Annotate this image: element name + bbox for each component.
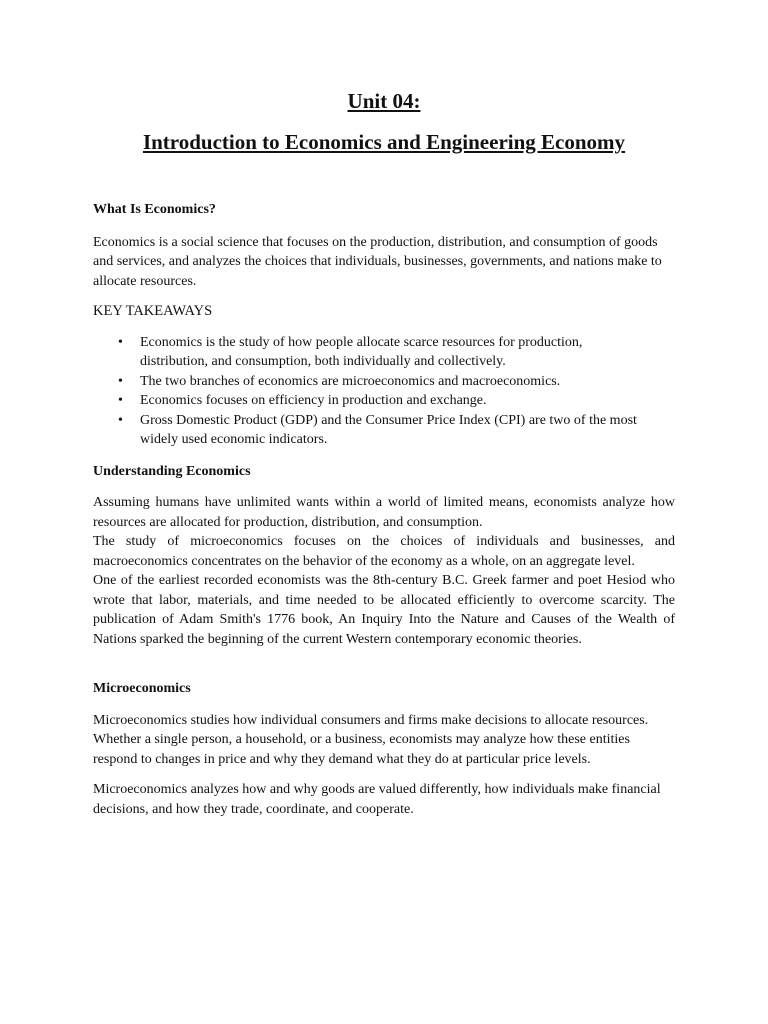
paragraph: The study of microeconomics focuses on the choices of individuals and businesses, and macroeconomics concentrates on the behavior of the economy as a whole, on an aggregate level. <box>93 534 675 569</box>
paragraph: One of the earliest recorded economists was the 8th-century B.C. Greek farmer and poet Hesiod who wrote that labor, materials, and time needed to be allocated efficiently to overcome scarcity. The publication of Adam Smith's 1776 book, An Inquiry Into the Nature and Causes of the Wealth of Nations sparked the beginning of the current Western contemporary economic theories. <box>93 573 675 647</box>
list-item <box>118 333 640 372</box>
unit-title: Unit 04: <box>347 89 421 113</box>
list-item-text: The two branches of economics are microeconomics and macroeconomics. <box>140 373 561 389</box>
list-item-text: Economics is the study of how people allocate scarce resources for production, distribution, and consumption, both individually and collectively. <box>140 334 583 369</box>
list-item <box>118 391 675 411</box>
bullet-icon: • <box>118 412 123 428</box>
section-heading-microeconomics: Microeconomics <box>93 681 191 696</box>
list-item <box>118 411 665 450</box>
document-body <box>93 200 675 819</box>
bullet-icon: • <box>118 393 123 408</box>
list-item <box>118 372 675 392</box>
paragraph-definition: Economics is a social science that focuses on the production, distribution, and consumption of goods and services, and analyzes the choices that individuals, businesses, governments, and nations make to allocate resources. <box>93 234 662 289</box>
key-takeaways-list <box>93 333 675 450</box>
section-heading-understanding-economics: Understanding Economics <box>93 463 251 479</box>
list-item-text: Economics focuses on efficiency in production and exchange. <box>140 393 487 408</box>
section-heading-what-is-economics: What Is Economics? <box>93 202 216 217</box>
paragraph: Assuming humans have unlimited wants within a world of limited means, economists analyze how resources are allocated for production, distribution, and consumption. <box>93 495 675 530</box>
paragraph: Microeconomics studies how individual consumers and firms make decisions to allocate resources. Whether a single person, a household, or a business, economists may analyze how these entities respond to changes in price and why they demand what they do at particular price levels. <box>93 712 649 767</box>
bullet-icon: • <box>118 334 123 350</box>
section-heading-key-takeaways: KEY TAKEAWAYS <box>93 303 213 319</box>
document-title: Introduction to Economics and Engineering Economy <box>142 130 626 154</box>
bullet-icon: • <box>118 373 123 389</box>
list-item-text: Gross Domestic Product (GDP) and the Consumer Price Index (CPI) are two of the most widely used economic indicators. <box>140 412 637 447</box>
paragraph: Microeconomics analyzes how and why goods are valued differently, how individuals make financial decisions, and how they trade, coordinate, and cooperate. <box>93 782 661 817</box>
